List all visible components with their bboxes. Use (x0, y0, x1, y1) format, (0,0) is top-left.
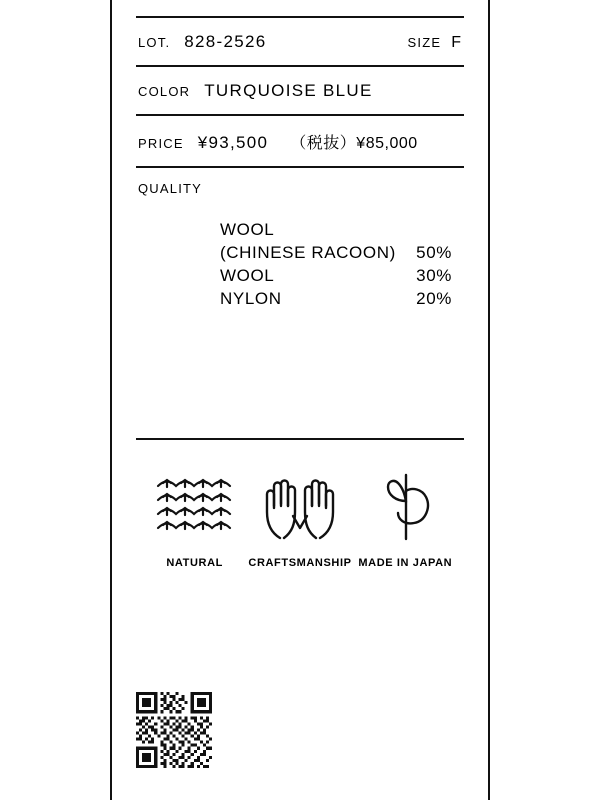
color-label: COLOR (138, 84, 191, 99)
price-value: ¥93,500 (197, 133, 269, 152)
size-group (408, 34, 462, 52)
lot-row (136, 18, 464, 65)
composition-row (220, 218, 452, 241)
size-label: SIZE (407, 35, 442, 50)
composition-list (220, 218, 452, 310)
composition-percent: 20% (416, 289, 452, 308)
badge-caption: CRAFTSMANSHIP (248, 557, 352, 569)
product-hangtag (110, 0, 490, 800)
blank-space (136, 310, 464, 438)
price-label: PRICE (138, 136, 184, 151)
composition-material: NYLON (220, 289, 282, 308)
badge-caption: NATURAL (166, 557, 223, 569)
composition-material: WOOL (220, 220, 275, 239)
lot-group (138, 32, 408, 52)
color-row (136, 67, 464, 114)
lot-label: LOT. (138, 35, 171, 50)
composition-row (220, 241, 452, 264)
color-value: TURQUOISE BLUE (204, 81, 373, 100)
qr-code (136, 692, 212, 768)
composition-percent: 50% (416, 243, 452, 262)
price-row (136, 116, 464, 166)
hands-icon (258, 466, 342, 548)
badge-caption: MADE IN JAPAN (358, 557, 453, 569)
lot-value: 828-2526 (184, 32, 267, 51)
price-tax-note: （税抜）¥85,000 (290, 135, 418, 152)
composition-percent: 30% (416, 266, 452, 285)
japan-mark-icon (370, 466, 440, 548)
size-value: F (451, 34, 462, 51)
wool-fleece-icon (154, 466, 236, 548)
composition-row (220, 264, 452, 287)
badge-row (136, 440, 464, 569)
composition-material: (CHINESE RACOON) (220, 243, 396, 262)
tag-content (136, 16, 464, 790)
composition-row (220, 287, 452, 310)
quality-label: QUALITY (138, 181, 203, 196)
composition-material: WOOL (220, 266, 275, 285)
badge-craftsmanship (247, 466, 352, 569)
badge-made-in-japan (353, 466, 458, 569)
badge-natural (142, 466, 247, 569)
